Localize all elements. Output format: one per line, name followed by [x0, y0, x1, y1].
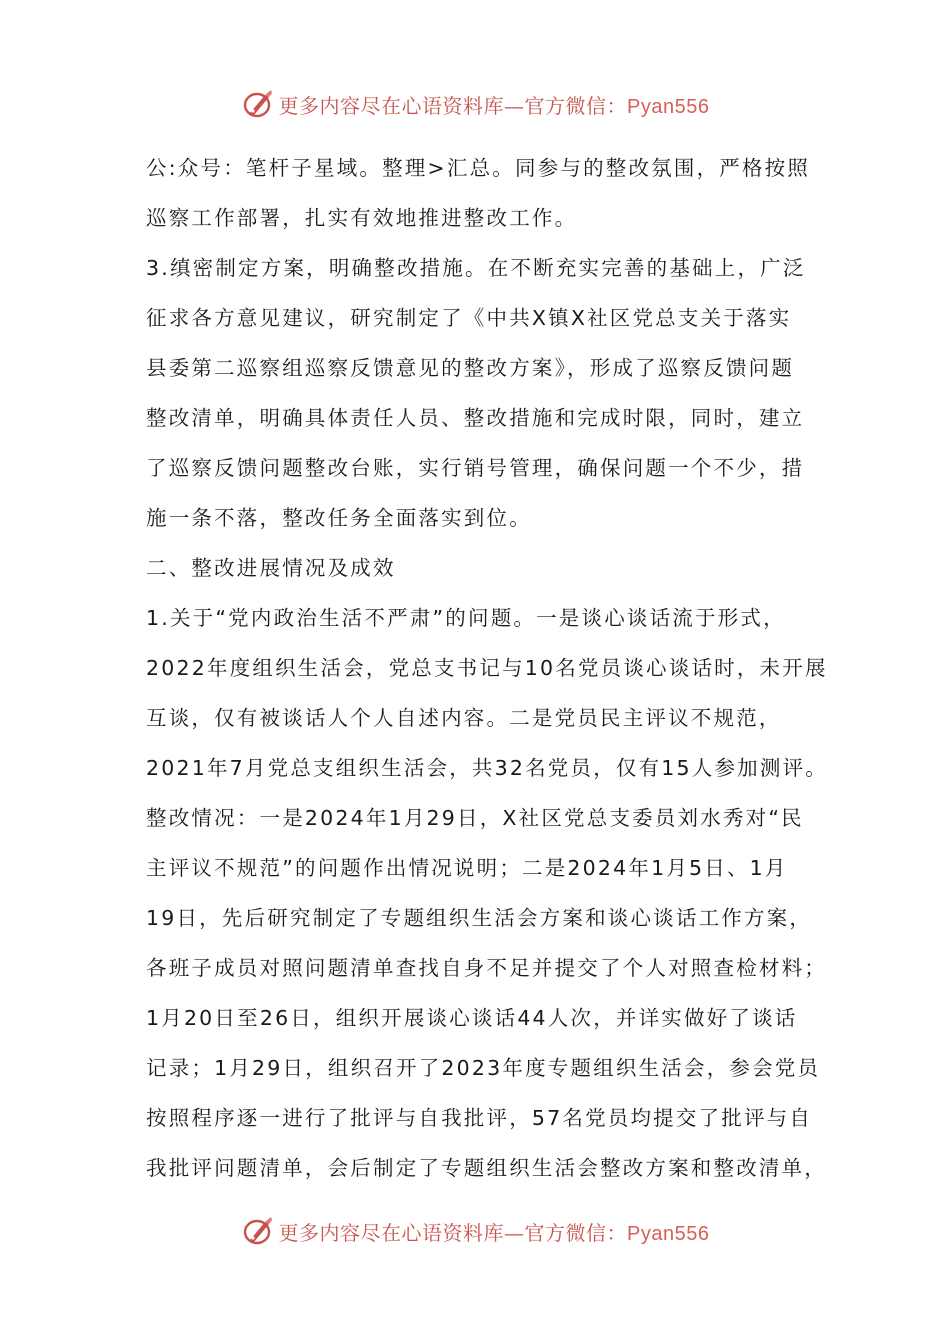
text-line: 了巡察反馈问题整改台账，实行销号管理，确保问题一个不少，措: [146, 456, 805, 480]
footer-banner: [0, 1209, 950, 1253]
pen-logo-icon: [241, 87, 275, 121]
header-banner: [0, 82, 950, 126]
section-heading: 二、整改进展情况及成效: [146, 556, 396, 580]
text-line: 我批评问题清单，会后制定了专题组织生活会整改方案和整改清单，: [146, 1156, 827, 1180]
header-wechat-handle: Pyan556: [627, 95, 710, 118]
text-line: 19日，先后研究制定了专题组织生活会方案和谈心谈话工作方案，: [146, 906, 813, 930]
pen-logo-icon: [241, 1214, 275, 1248]
text-line: 3.缜密制定方案，明确整改措施。在不断充实完善的基础上，广泛: [146, 256, 806, 280]
text-line: 记录；1月29日，组织召开了2023年度专题组织生活会，参会党员: [146, 1056, 821, 1080]
text-line: 1月20日至26日，组织开展谈心谈话44人次，并详实做好了谈话: [146, 1006, 798, 1030]
text-line: 1.关于“党内政治生活不严肃”的问题。一是谈心谈话流于形式，: [146, 606, 786, 630]
header-banner-text: 更多内容尽在心语资料库—官方微信：Pyan556: [278, 93, 710, 118]
text-line: 整改情况：一是2024年1月29日，X社区党总支委员刘水秀对“民: [146, 806, 804, 830]
text-line: 2022年度组织生活会，党总支书记与10名党员谈心谈话时，未开展: [146, 656, 828, 680]
text-line: 征求各方意见建议，研究制定了《中共X镇X社区党总支关于落实: [146, 306, 792, 330]
footer-wechat-handle: Pyan556: [627, 1222, 710, 1245]
text-line: 施一条不落，整改任务全面落实到位。: [146, 506, 532, 530]
text-line: 整改清单，明确具体责任人员、整改措施和完成时限，同时，建立: [146, 406, 805, 430]
text-line: 主评议不规范”的问题作出情况说明；二是2024年1月5日、1月: [146, 856, 788, 880]
text-line: 按照程序逐一进行了批评与自我批评，57名党员均提交了批评与自: [146, 1106, 813, 1130]
document-body: [146, 148, 828, 1198]
text-line: 公:众号：笔杆子星域。整理>汇总。同参与的整改氛围，严格按照: [146, 156, 811, 180]
footer-banner-text: 更多内容尽在心语资料库—官方微信：Pyan556: [278, 1220, 710, 1245]
text-line: 县委第二巡察组巡察反馈意见的整改方案》，形成了巡察反馈问题: [146, 356, 795, 380]
text-line: 各班子成员对照问题清单查找自身不足并提交了个人对照查检材料；: [146, 956, 827, 980]
text-line: 巡察工作部署，扎实有效地推进整改工作。: [146, 206, 578, 230]
text-line: 2021年7月党总支组织生活会，共32名党员，仅有15人参加测评。: [146, 756, 828, 780]
text-line: 互谈，仅有被谈话人个人自述内容。二是党员民主评议不规范，: [146, 706, 782, 730]
